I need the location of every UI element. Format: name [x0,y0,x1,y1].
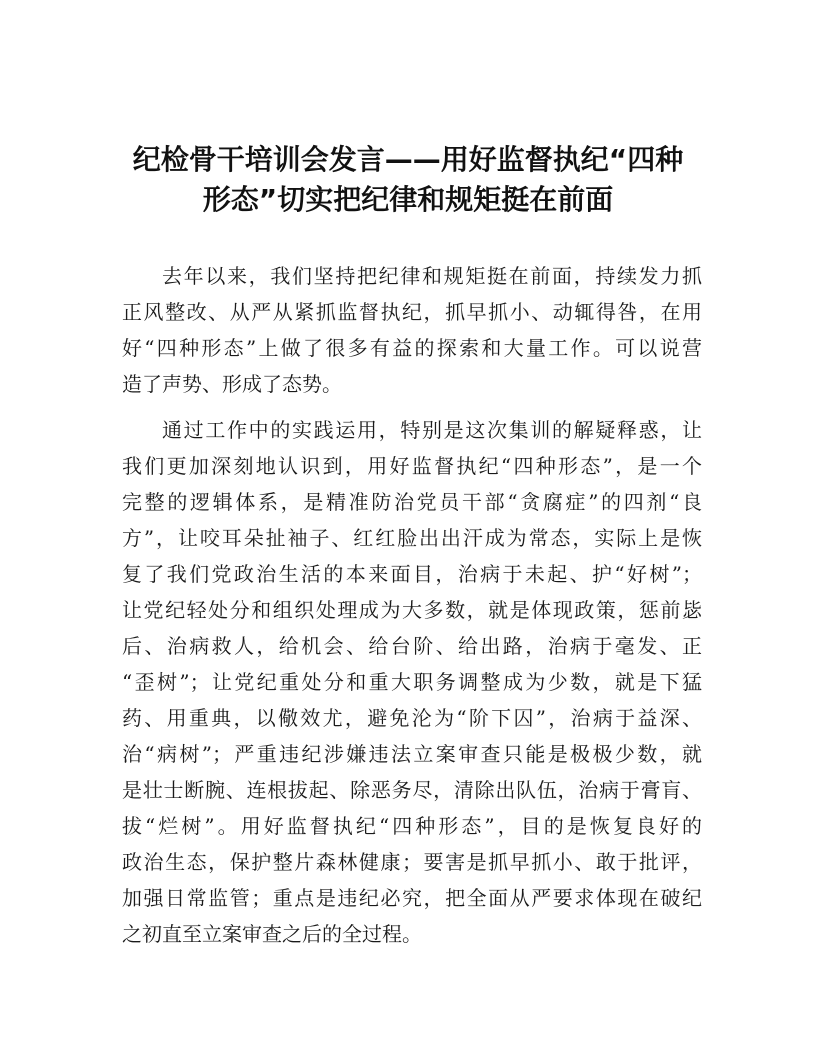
text-line: 我们更加深刻地认识到，用好监督执纪“四种形态”，是一个 [122,454,702,478]
document-body [122,258,702,962]
text-line: 方”，让咬耳朵扯袖子、红红脸出出汗成为常态，实际上是恢 [122,526,702,550]
text-line: 正风整改、从严从紧抓监督执纪，抓早抓小、动辄得咎，在用 [122,300,702,324]
text-line: 后、治病救人，给机会、给台阶、给出路，治病于毫发、正 [122,634,702,658]
title-line: 纪检骨干培训会发言——用好监督执纪“四种 [132,143,684,176]
document-title [100,140,716,220]
title-line: 形态”切实把纪律和规矩挺在前面 [202,183,614,216]
text-line: 治“病树”；严重违纪涉嫌违法立案审查只能是极极少数，就 [122,742,702,766]
paragraph-1 [122,258,702,402]
text-line: 之初直至立案审查之后的全过程。 [122,922,422,946]
text-line: 完整的逻辑体系，是精准防治党员干部“贪腐症”的四剂“良 [122,490,702,514]
text-line: 政治生态，保护整片森林健康；要害是抓早抓小、敢于批评， [122,850,702,874]
text-line: 加强日常监管；重点是违纪必究，把全面从严要求体现在破纪 [122,886,702,910]
text-line: “歪树”；让党纪重处分和重大职务调整成为少数，就是下猛 [122,670,702,694]
text-line: 拔“烂树”。用好监督执纪“四种形态”，目的是恢复良好的 [122,814,702,838]
text-line: 药、用重典，以儆效尤，避免沦为“阶下囚”，治病于益深、 [122,706,702,730]
text-line: 造了声势、形成了态势。 [122,372,342,396]
text-line: 去年以来，我们坚持把纪律和规矩挺在前面，持续发力抓 [162,264,702,288]
text-line: 通过工作中的实践运用，特别是这次集训的解疑释惑，让 [162,418,702,442]
text-line: 复了我们党政治生活的本来面目，治病于未起、护“好树”； [122,562,702,586]
text-line: 让党纪轻处分和组织处理成为大多数，就是体现政策，惩前毖 [122,598,702,622]
paragraph-2 [122,412,702,952]
text-line: 好“四种形态”上做了很多有益的探索和大量工作。可以说营 [122,336,702,360]
text-line: 是壮士断腕、连根拔起、除恶务尽，清除出队伍，治病于膏肓、 [122,778,702,802]
